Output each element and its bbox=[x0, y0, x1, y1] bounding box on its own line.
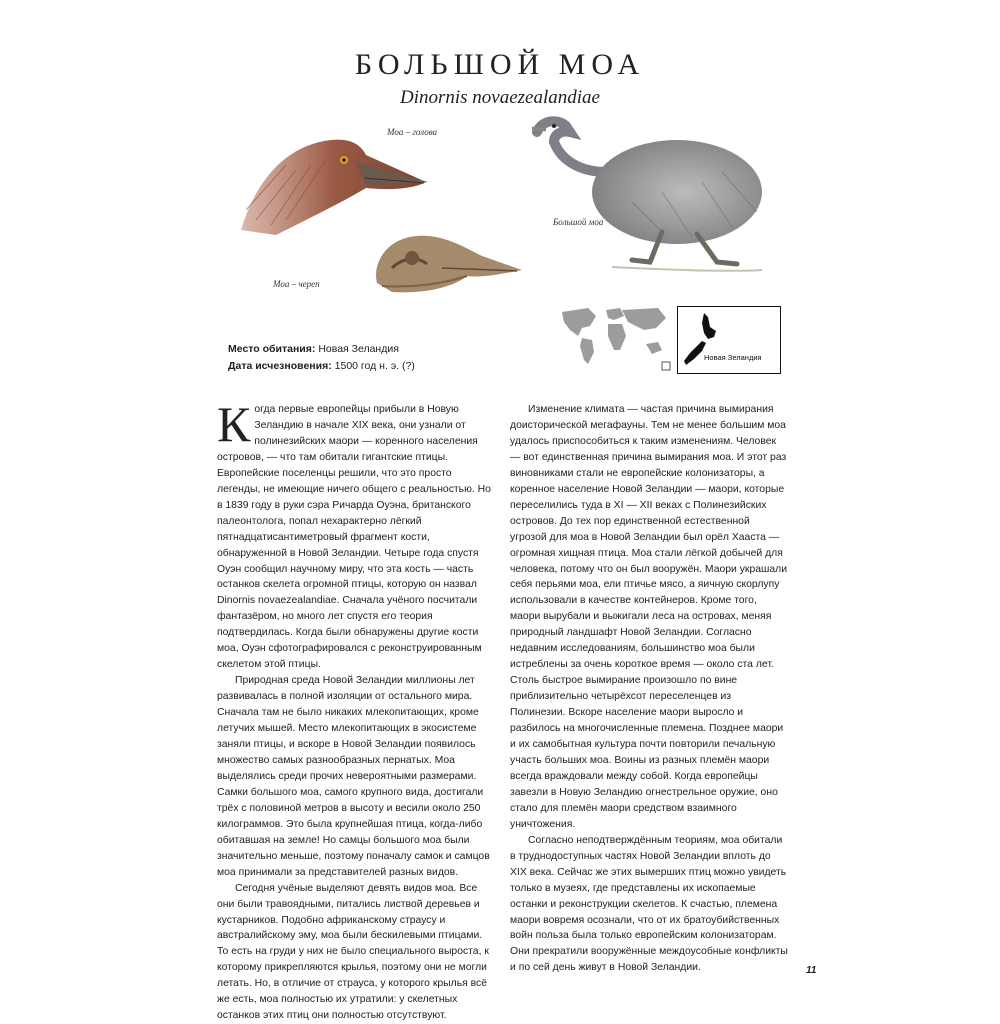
article-column-left bbox=[217, 396, 495, 1024]
paragraph-text: огда первые европейцы прибыли в Новую Зеландию в начале XIX века, они узнали от полинезийских маори — коренного населения островов, — что там обитали гигантские птицы. Европейские поселенцы решили, что это просто легенды, не имеющие ничего общего с реальностью. Но в 1839 году в руки сэра Ричарда Оуэна, британского палеонтолога, попал нехарактерно лёгкий пятнадцатисантиметровый фрагмент кости, обнаруженной в Новой Зеландии. Четыре года спустя Оуэн сообщил научному миру, что эта кость — часть останков скелета огромной птицы, которую он назвал Dinornis novaezealandiae. Сначала учёного посчитали фантазёром, но много лет спустя его теория подтвердилась. Когда были обнаружены другие кости моа, Оуэн сфотографировался с реконструированным скелетом этой птицы. bbox=[217, 404, 491, 671]
body-caption: Большой моа bbox=[553, 217, 604, 227]
map-label: Новая Зеландия bbox=[704, 353, 762, 362]
article-column-right bbox=[510, 402, 788, 976]
extinction-value: 1500 год н. э. (?) bbox=[334, 360, 415, 372]
head-caption: Моа – голова bbox=[387, 127, 438, 137]
habitat-label: Место обитания: bbox=[228, 343, 316, 355]
habitat-value: Новая Зеландия bbox=[318, 343, 399, 355]
latin-name: Dinornis novaezealandiae bbox=[399, 87, 600, 108]
drop-cap: К bbox=[217, 396, 251, 452]
moa-head-illustration bbox=[236, 120, 436, 240]
paragraph: Изменение климата — частая причина вымирания доисторической мегафауны. Тем не менее большим моа удалось приспособиться к таким изменениям. Человек — вот единственная причина вымирания моа. И этот раз виновниками стали не европейские колонизаторы, а коренное население Новой Зеландии — маори, которые переселились туда в XI — XII веках с Полинезийских островов. До тех пор единственной естественной угрозой для моа в Новой Зеландии был орёл Хааста — огромная хищная птица. Моа стали лёгкой добычей для человека, потому что он был вооружён. Маори украшали себя перьями моа, ели птичье мясо, а яичную скорлупу использовали в качестве контейнеров. Кроме того, маори вырубали и выжигали леса на островах, меняя природный ландшафт Новой Зеландии. Согласно недавним исследованиям, большинство моа были истреблены за очень короткое время — около ста лет. Столь быстрое вымирание произошло по вине приблизительно четырёхсот переселенцев из Полинезии. Вскоре население маори выросло и разбилось на многочисленные племена. Позднее маори и их самобытная культура почти повторили печальную участь больших моа. Воины из разных племён маори всегда враждовали между собой. Когда европейцы завезли в Новую Зеландию огнестрельное оружие, оно стало для племён маори средством взаимного уничтожения. bbox=[510, 404, 788, 830]
extinction-label: Дата исчезновения: bbox=[228, 360, 332, 372]
great-moa-illustration bbox=[532, 112, 772, 282]
page-number: 11 bbox=[806, 965, 817, 976]
extinction-row bbox=[228, 358, 415, 375]
skull-caption: Моа – череп bbox=[273, 279, 320, 289]
world-map-icon bbox=[558, 304, 674, 372]
paragraph: Согласно неподтверждённым теориям, моа обитали в труднодоступных частях Новой Зеландии вплоть до XIX века. Сейчас же этих вымерших птиц можно увидеть только в музеях, где представлены их ископаемые останки и реконструкции скелетов. К счастью, племена маори вовремя осознали, что от их братоубийственных войн польза была только европейским колонизаторам. Они прекратили вооружённые междоусобные конфликты и по сей день живут в Новой Зеландии. bbox=[510, 834, 788, 974]
moa-skull-illustration bbox=[372, 228, 524, 298]
page-title: БОЛЬШОЙ МОА bbox=[354, 48, 646, 81]
paragraph bbox=[217, 396, 495, 673]
habitat-row bbox=[228, 341, 415, 358]
species-info bbox=[228, 341, 415, 375]
paragraph: Природная среда Новой Зеландии миллионы лет развивалась в полной изоляции от остального мира. Сначала там не было никаких млекопитающих, кроме летучих мышей. Место млекопитающих в экосистеме заняли птицы, и вскоре в Новой Зеландии появилось множество самых разнообразных пернатых. Моа выделялись среди прочих невероятными размерами. Самки большого моа, самого крупного вида, достигали трёх с половиной метров в высоту и весили около 250 килограммов. Это была крупнейшая птица, когда-либо обитавшая на земле! Но самцы большого моа были значительно меньше, поэтому поначалу самок и самцов моа принимали за представителей разных видов. bbox=[217, 675, 490, 878]
paragraph: Сегодня учёные выделяют девять видов моа. Все они были травоядными, питались листвой деревьев и кустарников. Подобно африканскому страусу и австралийскому эму, моа были бескилевыми птицами. То есть на груди у них не было специального выроста, к которому прикрепляются крылья, поэтому они не могли летать. Но, в отличие от страуса, у которого крылья всё же есть, моа полностью их утратили: у скелетных останков этих птиц они полностью отсутствуют. bbox=[217, 882, 489, 1022]
new-zealand-map bbox=[677, 306, 781, 374]
